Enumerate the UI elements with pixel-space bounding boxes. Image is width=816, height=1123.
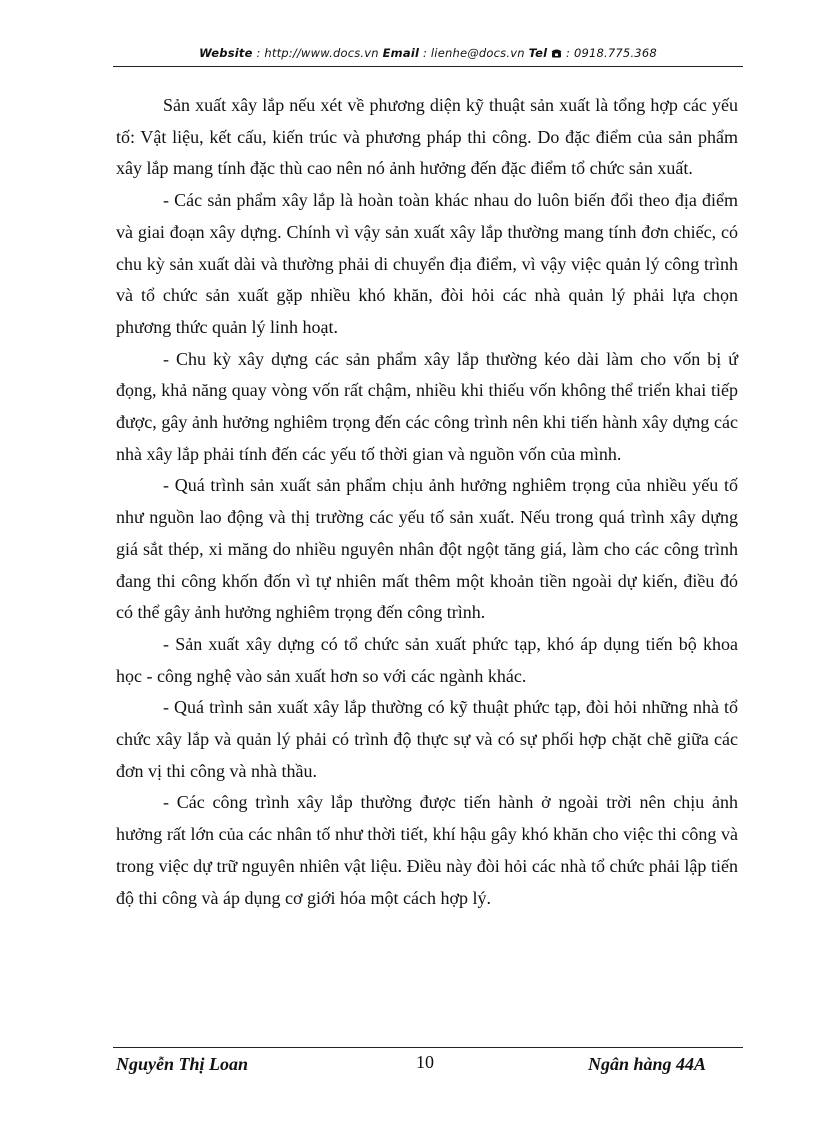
paragraph: Sản xuất xây lắp nếu xét về phương diện kỹ thuật sản xuất là tổng hợp các yếu tố: Vật liệu, kết cấu, kiến trúc và phương pháp thi công. Do đặc điểm của sản phẩm xây lắp mang tính đặc thù cao nên nó ảnh hưởng đến đặc điểm tổ chức sản xuất.: [116, 95, 738, 179]
email-address[interactable]: lienhe@docs.vn: [430, 46, 525, 60]
website-url[interactable]: http://www.docs.vn: [264, 46, 379, 60]
phone-number: 0918.775.368: [573, 46, 657, 60]
paragraph: - Quá trình sản xuất sản phẩm chịu ảnh hưởng nghiêm trọng của nhiều yếu tố như nguồn lao động và thị trường các yếu tố sản xuất. Nếu trong quá trình xây dựng giá sắt thép, xi măng do nhiều nguyên nhân đột ngột tăng giá, làm cho các công trình đang thi công khốn đốn vì tự nhiên mất thêm một khoản tiền ngoài dự kiến, điều đó có thể gây ảnh hưởng nghiêm trọng đến công trình.: [116, 475, 738, 623]
paragraph: - Các sản phẩm xây lắp là hoàn toàn khác nhau do luôn biến đổi theo địa điểm và giai đoạn xây dựng. Chính vì vậy sản xuất xây lắp thường mang tính đơn chiếc, có chu kỳ sản xuất dài và thường phải di chuyển địa điểm, vì vậy việc quản lý công trình và tổ chức sản xuất gặp nhiều khó khăn, đòi hỏi các nhà quản lý phải lựa chọn phương thức quản lý linh hoạt.: [116, 190, 738, 337]
page-header: Website : http://www.docs.vn Email : lienhe@docs.vn Tel : 0918.775.368: [199, 46, 657, 60]
paragraph: - Sản xuất xây dựng có tổ chức sản xuất phức tạp, khó áp dụng tiến bộ khoa học - công nghệ vào sản xuất hơn so với các ngành khác.: [116, 633, 738, 686]
website-label: Website: [199, 46, 253, 60]
tel-label: Tel: [528, 46, 548, 60]
paragraph: - Quá trình sản xuất xây lắp thường có kỹ thuật phức tạp, đòi hỏi những nhà tổ chức xây lắp và quản lý phải có trình độ thực sự và có sự phối hợp chặt chẽ giữa các đơn vị thi công và nhà thầu.: [116, 697, 738, 781]
paragraph: - Chu kỳ xây dựng các sản phẩm xây lắp thường kéo dài làm cho vốn bị ứ đọng, khả năng quay vòng vốn rất chậm, nhiều khi thiếu vốn không thể triển khai tiếp được, gây ảnh hưởng nghiêm trọng đến các công trình nên khi tiến hành xây dựng các nhà xây lắp phải tính đến các yếu tố thời gian và nguồn vốn của mình.: [116, 348, 738, 464]
email-label: Email: [382, 46, 420, 60]
footer-author: Nguyễn Thị Loan: [116, 1054, 249, 1074]
page-number: 10: [416, 1052, 434, 1072]
phone-icon: [551, 46, 562, 60]
document-body: [116, 90, 738, 914]
paragraph: - Các công trình xây lắp thường được tiến hành ở ngoài trời nên chịu ảnh hưởng rất lớn của các nhân tố như thời tiết, khí hậu gây khó khăn cho việc thi công và trong việc dự trữ nguyên nhiên vật liệu. Điều này đòi hỏi các nhà tổ chức phải lập tiến độ thi công và áp dụng cơ giới hóa một cách hợp lý.: [116, 792, 738, 908]
footer-divider: [113, 1047, 743, 1048]
header-divider: [113, 66, 743, 67]
footer-class-name: Ngân hàng 44A: [587, 1054, 706, 1074]
